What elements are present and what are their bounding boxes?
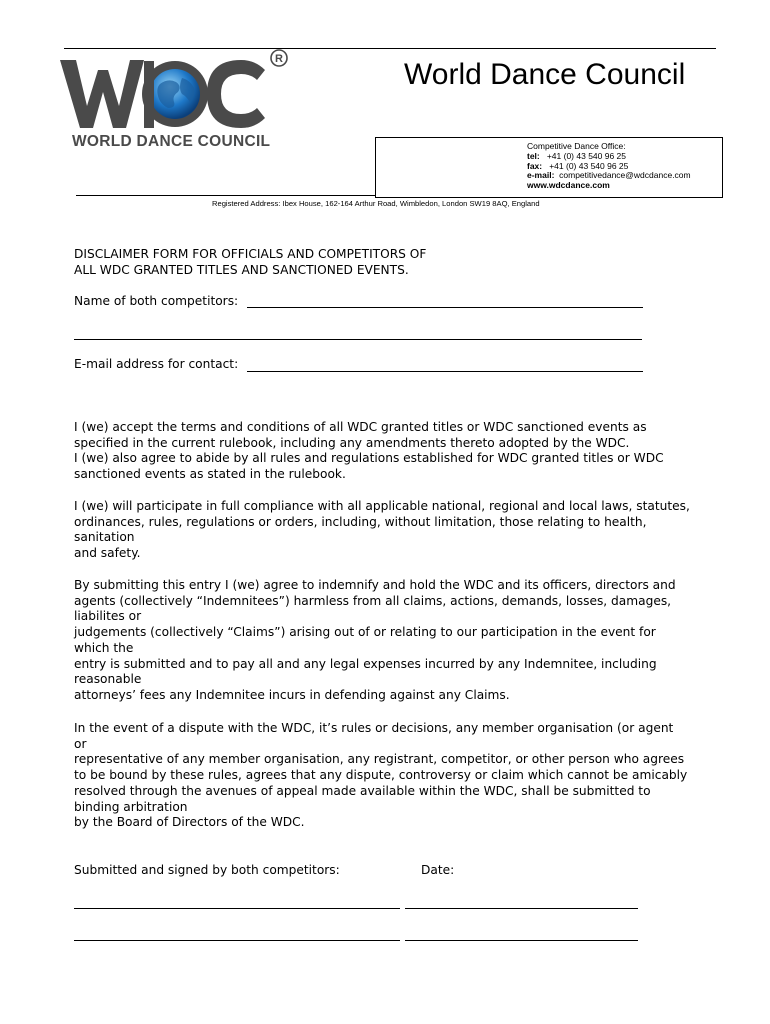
registered-address: Registered Address: Ibex House, 162-164 Arthur Road, Wimbledon, London SW19 8AQ, England bbox=[212, 199, 540, 208]
text-line: In the event of a dispute with the WDC, it’s rules or decisions, any member organisation (or agent bbox=[74, 721, 674, 735]
email-label: E-mail address for contact: bbox=[74, 357, 239, 371]
names-field-line2[interactable] bbox=[74, 339, 642, 340]
tel-value: +41 (0) 43 540 96 25 bbox=[546, 150, 627, 161]
date-label: Date: bbox=[421, 863, 455, 877]
form-heading-line1: DISCLAIMER FORM FOR OFFICIALS AND COMPETITORS OF bbox=[74, 247, 427, 261]
page-title: World Dance Council bbox=[404, 58, 686, 91]
signature-field-1[interactable] bbox=[74, 908, 400, 909]
paragraph-indemnify bbox=[74, 578, 676, 704]
signature-field-2[interactable] bbox=[74, 940, 400, 941]
text-line: By submitting this entry I (we) agree to indemnify and hold the WDC and its officers, directors and bbox=[74, 578, 676, 592]
text-line: I (we) will participate in full compliance with all applicable national, regional and local laws, statutes, bbox=[74, 499, 690, 513]
svg-text:R: R bbox=[275, 53, 283, 65]
text-line: resolved through the avenues of appeal made available within the WDC, shall be submitted to bbox=[74, 783, 651, 798]
form-heading-line2: ALL WDC GRANTED TITLES AND SANCTIONED EVENTS. bbox=[74, 263, 409, 277]
text-line: liabilites or bbox=[74, 609, 142, 624]
logo-subtitle: WORLD DANCE COUNCIL bbox=[72, 133, 270, 150]
office-label: Competitive Dance Office: bbox=[527, 141, 626, 151]
date-field-1[interactable] bbox=[405, 908, 638, 909]
tel-label: tel: bbox=[527, 150, 540, 161]
text-line: by the Board of Directors of the WDC. bbox=[74, 815, 305, 830]
text-line: ordinances, rules, regulations or orders, including, without limitation, those relating to health, bbox=[74, 514, 647, 529]
text-line: sanitation bbox=[74, 530, 135, 545]
names-label: Name of both competitors: bbox=[74, 294, 239, 308]
email-label: e-mail: bbox=[527, 170, 555, 181]
header-bottom-rule bbox=[76, 195, 375, 196]
text-line: which the bbox=[74, 640, 134, 655]
paragraph-dispute bbox=[74, 721, 687, 831]
fax-value: +41 (0) 43 540 96 25 bbox=[549, 160, 629, 171]
text-line: judgements (collectively “Claims”) arising out of or relating to our participation in the event for bbox=[74, 625, 656, 640]
text-line: I (we) also agree to abide by all rules and regulations established for WDC granted titles or WDC bbox=[74, 451, 664, 466]
contact-info bbox=[527, 142, 691, 191]
text-line: I (we) accept the terms and conditions of all WDC granted titles or WDC sanctioned events as bbox=[74, 420, 647, 434]
text-line: entry is submitted and to pay all and any legal expenses incurred by any Indemnitee, including bbox=[74, 656, 657, 671]
names-field[interactable] bbox=[247, 307, 643, 308]
text-line: or bbox=[74, 736, 87, 751]
submitted-label: Submitted and signed by both competitors: bbox=[74, 863, 340, 877]
text-line: reasonable bbox=[74, 672, 142, 687]
text-line: to be bound by these rules, agrees that any dispute, controversy or claim which cannot be amicably bbox=[74, 768, 688, 783]
text-line: representative of any member organisation, any registrant, competitor, or other person who agrees bbox=[74, 752, 685, 767]
paragraph-terms bbox=[74, 420, 664, 483]
text-line: sanctioned events as stated in the rulebook. bbox=[74, 467, 346, 482]
text-line: and safety. bbox=[74, 546, 141, 561]
date-field-2[interactable] bbox=[405, 940, 638, 941]
email-link[interactable]: competitivedance@wdcdance.com bbox=[559, 170, 691, 181]
text-line: attorneys’ fees any Indemnitee incurs in defending against any Claims. bbox=[74, 687, 510, 702]
text-line: agents (collectively “Indemnitees”) harmless from all claims, actions, demands, losses, damages, bbox=[74, 593, 672, 608]
wdc-logo bbox=[60, 48, 290, 157]
fax-label: fax: bbox=[527, 160, 543, 171]
email-field[interactable] bbox=[247, 371, 643, 372]
text-line: specified in the current rulebook, including any amendments thereto adopted by the WDC. bbox=[74, 435, 630, 450]
website-link[interactable]: www.wdcdance.com bbox=[527, 180, 610, 191]
paragraph-compliance bbox=[74, 499, 690, 562]
text-line: binding arbitration bbox=[74, 799, 188, 814]
